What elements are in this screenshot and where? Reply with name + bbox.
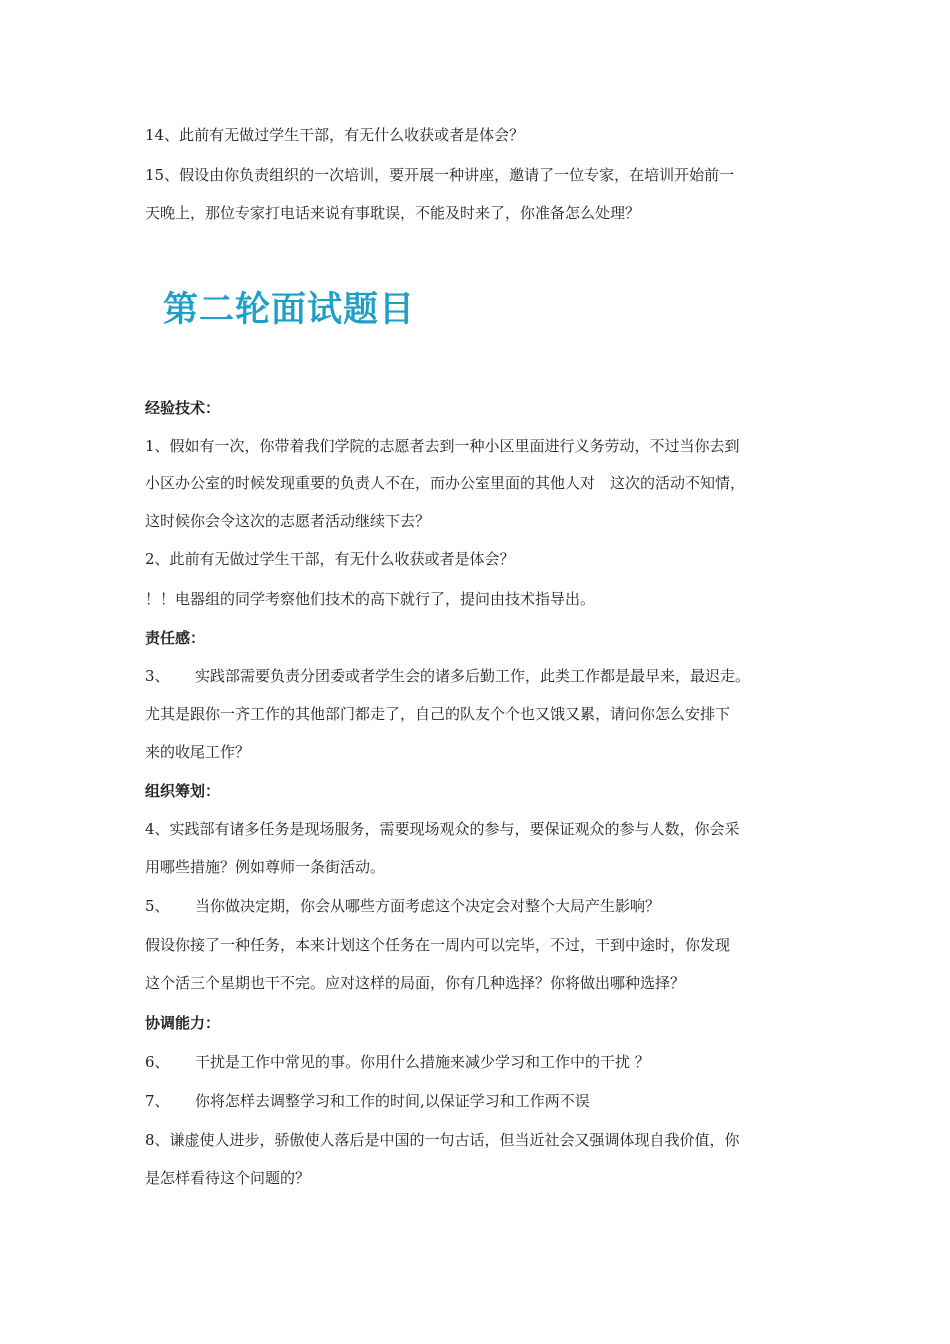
question-5-number: 5、 <box>145 897 170 915</box>
question-3-line-2: 尤其是跟你一齐工作的其他部门都走了，自己的队友个个也又饿又累，请问你怎么安排下 <box>145 705 731 723</box>
question-15-line-1: 15、假设由你负责组织的一次培训，要开展一种讲座，邀请了一位专家，在培训开始前一 <box>145 166 735 184</box>
question-6-number: 6、 <box>145 1053 170 1071</box>
question-2: 2、此前有无做过学生干部，有无什么收获或者是体会？ <box>145 550 515 568</box>
question-8-line-2: 是怎样看待这个问题的？ <box>145 1169 311 1187</box>
question-5 <box>145 896 660 916</box>
question-3-text: 实践部需要负责分团委或者学生会的诸多后勤工作，此类工作都是最早来，最迟走。 <box>195 667 751 685</box>
question-6 <box>145 1052 650 1072</box>
question-5b-line-2: 这个活三个星期也干不完。应对这样的局面，你有几种选择？你将做出哪种选择？ <box>145 974 686 992</box>
question-6-text: 干扰是工作中常见的事。你用什么措施来减少学习和工作中的干扰 ？ <box>195 1053 650 1071</box>
question-14: 14、此前有无做过学生干部，有无什么收获或者是体会？ <box>145 126 525 144</box>
experience-note: ！！电器组的同学考察他们技术的高下就行了，提问由技术指导出。 <box>145 590 596 608</box>
question-3-line-1 <box>145 666 750 686</box>
question-3-line-3: 来的收尾工作？ <box>145 743 251 761</box>
question-4-line-1: 4、实践部有诸多任务是现场服务，需要现场观众的参与，要保证观众的参与人数，你会采 <box>145 820 740 838</box>
section-title-responsibility: 责任感： <box>145 629 206 647</box>
section-title-experience: 经验技术： <box>145 399 221 417</box>
question-5b-line-1: 假设你接了一种任务，本来计划这个任务在一周内可以完毕，不过，干到中途时，你发现 <box>145 936 731 954</box>
question-1-line-3: 这时候你会令这次的志愿者活动继续下去？ <box>145 512 431 530</box>
section-title-organization: 组织筹划： <box>145 782 221 800</box>
question-7-text: 你将怎样去调整学习和工作的时间,以保证学习和工作两不误 <box>195 1092 590 1110</box>
question-15-line-2: 天晚上，那位专家打电话来说有事耽误，不能及时来了，你准备怎么处理？ <box>145 204 641 222</box>
question-1-line-2: 小区办公室的时候发现重要的负责人不在，而办公室里面的其他人对 这次的活动不知情， <box>145 474 746 492</box>
question-4-line-2: 用哪些措施？例如尊师一条街活动。 <box>145 858 386 876</box>
question-7-number: 7、 <box>145 1092 170 1110</box>
section-title-coordination: 协调能力： <box>145 1014 221 1032</box>
question-3-number: 3、 <box>145 667 170 685</box>
question-7 <box>145 1091 590 1111</box>
question-1-line-1: 1、假如有一次，你带着我们学院的志愿者去到一种小区里面进行义务劳动，不过当你去到 <box>145 437 740 455</box>
page-heading: 第二轮面试题目 <box>163 290 416 330</box>
question-5-text: 当你做决定期，你会从哪些方面考虑这个决定会对整个大局产生影响？ <box>195 897 661 915</box>
question-8-line-1: 8、谦虚使人进步，骄傲使人落后是中国的一句古话，但当近社会又强调体现自我价值，你 <box>145 1131 740 1149</box>
